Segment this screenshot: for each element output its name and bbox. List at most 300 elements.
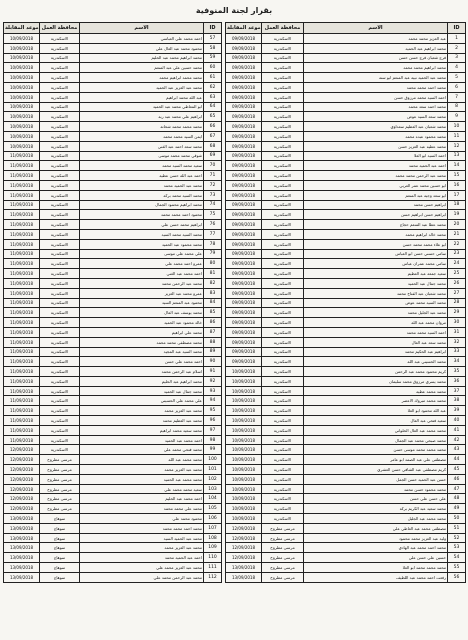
header-governorate: محافظة العمل	[262, 23, 304, 34]
cell-id: 69	[204, 151, 222, 161]
cell-governorate: مرسى مطروح	[40, 484, 80, 494]
cell-date: 13/09/2018	[4, 543, 40, 553]
cell-governorate: الاسكندرية	[262, 249, 304, 259]
cell-date: 11/09/2018	[4, 151, 40, 161]
cell-governorate: الاسكندرية	[262, 465, 304, 475]
cell-date: 11/09/2018	[4, 161, 40, 171]
table-row	[4, 327, 222, 337]
cell-date: 11/09/2018	[4, 376, 40, 386]
cell-name: ابو علاء محمد محمد حسن	[304, 239, 448, 249]
cell-date: 11/09/2018	[4, 259, 40, 269]
cell-name: محمد ابراهيم محمد عبد الحليم	[80, 53, 204, 63]
cell-governorate: الاسكندرية	[262, 161, 304, 171]
table-row	[4, 455, 222, 465]
cell-governorate: الاسكندرية	[262, 514, 304, 524]
cell-name: احمد محمد علي حسن	[80, 357, 204, 367]
table-row	[226, 161, 466, 171]
cell-date: 11/09/2018	[4, 367, 40, 377]
table-row	[4, 484, 222, 494]
cell-governorate: الاسكندرية	[40, 63, 80, 73]
cell-governorate: مرسى مطروح	[262, 563, 304, 573]
cell-governorate: الاسكندرية	[262, 494, 304, 504]
table-row	[4, 533, 222, 543]
cell-id: 47	[448, 484, 466, 494]
cell-name: علي محمد علي موسى	[80, 249, 204, 259]
cell-name: علي حسن علي حسن	[304, 494, 448, 504]
cell-governorate: الاسكندرية	[40, 347, 80, 357]
table-row	[226, 504, 466, 514]
cell-date: 09/09/2018	[226, 239, 262, 249]
cell-name: محمد جمال عبد الحميد	[304, 278, 448, 288]
cell-name: سعيد فتحي عبد العال	[304, 416, 448, 426]
cell-governorate: الاسكندرية	[262, 239, 304, 249]
cell-governorate: الاسكندرية	[40, 180, 80, 190]
cell-name: محمود عبد المنعم السيد	[80, 298, 204, 308]
table-row	[226, 533, 466, 543]
cell-id: 102	[204, 474, 222, 484]
cell-date: 11/09/2018	[4, 171, 40, 181]
table-row	[226, 73, 466, 83]
left-table-header	[4, 23, 222, 34]
cell-governorate: الاسكندرية	[40, 337, 80, 347]
cell-name: محمد محمد عبد العال الحلواني	[304, 425, 448, 435]
cell-date: 09/09/2018	[226, 82, 262, 92]
table-row	[4, 269, 222, 279]
cell-name: سعيد جمعه عبد العظيم	[304, 269, 448, 279]
cell-governorate: الاسكندرية	[262, 484, 304, 494]
table-row	[4, 200, 222, 210]
cell-date: 12/09/2018	[226, 523, 262, 533]
cell-id: 67	[204, 131, 222, 141]
cell-id: 6	[448, 82, 466, 92]
cell-governorate: مرسى مطروح	[262, 523, 304, 533]
cell-name: محمد يوسف عبد العال	[80, 308, 204, 318]
cell-date: 13/09/2018	[4, 533, 40, 543]
cell-governorate: الاسكندرية	[40, 249, 80, 259]
table-row	[226, 269, 466, 279]
cell-governorate: الاسكندرية	[262, 337, 304, 347]
cell-date: 10/09/2018	[226, 455, 262, 465]
cell-name: احمد محمد عبد الحميد	[80, 435, 204, 445]
cell-governorate: الاسكندرية	[262, 455, 304, 465]
cell-date: 11/09/2018	[4, 239, 40, 249]
cell-id: 11	[448, 131, 466, 141]
cell-date: 09/09/2018	[226, 200, 262, 210]
cell-governorate: مرسى مطروح	[262, 543, 304, 553]
cell-name: ابراهيم محمد حسن علي	[80, 220, 204, 230]
cell-date: 11/09/2018	[4, 327, 40, 337]
cell-id: 101	[204, 465, 222, 475]
cell-id: 96	[204, 416, 222, 426]
cell-governorate: الاسكندرية	[40, 367, 80, 377]
table-row	[4, 122, 222, 132]
table-row	[4, 376, 222, 386]
cell-name: محمد عبد العزيز محمد	[80, 406, 204, 416]
cell-id: 86	[204, 318, 222, 328]
table-row	[226, 220, 466, 230]
table-row	[226, 53, 466, 63]
cell-date: 10/09/2018	[4, 73, 40, 83]
table-row	[226, 200, 466, 210]
cell-date: 09/09/2018	[226, 357, 262, 367]
cell-date: 10/09/2018	[4, 122, 40, 132]
cell-name: محمد مصطفى محمد محمد	[80, 337, 204, 347]
cell-governorate: الاسكندرية	[262, 474, 304, 484]
table-row	[226, 190, 466, 200]
cell-name: ابراهيم حسن محمد	[304, 200, 448, 210]
header-governorate: محافظة العمل	[40, 23, 80, 34]
cell-name: شوقي محمد محمد موسى	[80, 151, 204, 161]
cell-governorate: الاسكندرية	[262, 171, 304, 181]
cell-governorate: الاسكندرية	[40, 318, 80, 328]
cell-id: 52	[448, 533, 466, 543]
table-row	[4, 386, 222, 396]
cell-id: 89	[204, 347, 222, 357]
cell-name: محمد سعيد محمد ابراهيم	[80, 425, 204, 435]
table-row	[226, 563, 466, 573]
cell-id: 98	[204, 435, 222, 445]
cell-name: محمد صبحي محمد عبد الجمال	[304, 435, 448, 445]
cell-name: ابو المعاطي محمد عبد الحميد	[80, 102, 204, 112]
cell-id: 79	[204, 249, 222, 259]
cell-id: 72	[204, 180, 222, 190]
table-row	[4, 53, 222, 63]
cell-date: 09/09/2018	[226, 92, 262, 102]
cell-date: 11/09/2018	[4, 308, 40, 318]
cell-id: 60	[204, 63, 222, 73]
cell-id: 48	[448, 494, 466, 504]
cell-name: خالد محمود عبد الحميد	[80, 318, 204, 328]
table-row	[226, 239, 466, 249]
table-row	[226, 396, 466, 406]
cell-date: 10/09/2018	[226, 445, 262, 455]
cell-date: 10/09/2018	[226, 484, 262, 494]
cell-name: محمد احمد محمد محمد	[304, 82, 448, 92]
table-row	[4, 34, 222, 44]
cell-name: محمد محمود عبده محمد	[304, 131, 448, 141]
cell-governorate: سوهاج	[40, 543, 80, 553]
table-row	[226, 259, 466, 269]
cell-date: 09/09/2018	[226, 161, 262, 171]
table-row	[4, 141, 222, 151]
cell-governorate: الاسكندرية	[40, 386, 80, 396]
cell-id: 33	[448, 347, 466, 357]
table-row	[226, 92, 466, 102]
cell-governorate: الاسكندرية	[262, 288, 304, 298]
cell-date: 11/09/2018	[4, 200, 40, 210]
cell-governorate: الاسكندرية	[262, 63, 304, 73]
table-row	[226, 229, 466, 239]
table-row	[226, 131, 466, 141]
table-row	[226, 318, 466, 328]
table-row	[4, 112, 222, 122]
cell-id: 66	[204, 122, 222, 132]
cell-id: 58	[204, 43, 222, 53]
cell-governorate: الاسكندرية	[262, 396, 304, 406]
cell-date: 09/09/2018	[226, 63, 262, 73]
cell-id: 50	[448, 514, 466, 524]
cell-id: 28	[448, 298, 466, 308]
cell-name: سامي محمد عمران عباس	[304, 259, 448, 269]
cell-governorate: الاسكندرية	[262, 318, 304, 328]
cell-governorate: الاسكندرية	[262, 269, 304, 279]
cell-date: 10/09/2018	[226, 376, 262, 386]
table-row	[226, 288, 466, 298]
cell-id: 26	[448, 278, 466, 288]
cell-id: 32	[448, 337, 466, 347]
cell-date: 11/09/2018	[4, 435, 40, 445]
cell-id: 112	[204, 572, 222, 582]
cell-id: 3	[448, 53, 466, 63]
cell-id: 99	[204, 445, 222, 455]
cell-governorate: الاسكندرية	[40, 220, 80, 230]
cell-id: 107	[204, 523, 222, 533]
cell-name: عمرو احمد محمد علي	[80, 259, 204, 269]
cell-name: سعيد محمد السيد محمد	[80, 161, 204, 171]
cell-name: احمد عبد الحميد محمد	[304, 161, 448, 171]
cell-governorate: الاسكندرية	[40, 190, 80, 200]
cell-name: محمد السيد محمد بركه	[80, 190, 204, 200]
cell-date: 09/09/2018	[226, 43, 262, 53]
cell-name: محمد محمد محمد شحاته	[80, 122, 204, 132]
table-row	[4, 259, 222, 269]
cell-id: 105	[204, 504, 222, 514]
cell-governorate: الاسكندرية	[262, 151, 304, 161]
cell-date: 09/09/2018	[226, 298, 262, 308]
cell-id: 110	[204, 553, 222, 563]
cell-date: 09/09/2018	[226, 190, 262, 200]
cell-id: 103	[204, 484, 222, 494]
cell-name: مصطفى محمد عبد العاطي علي	[304, 523, 448, 533]
cell-governorate: الاسكندرية	[40, 141, 80, 151]
cell-governorate: الاسكندرية	[40, 131, 80, 141]
cell-date: 09/09/2018	[226, 288, 262, 298]
cell-governorate: الاسكندرية	[262, 220, 304, 230]
cell-name: محمد شعبان عبد العظيم سعداوي	[304, 122, 448, 132]
cell-id: 83	[204, 288, 222, 298]
cell-id: 10	[448, 122, 466, 132]
cell-name: محمد عبد العظيم محمد	[80, 416, 204, 426]
cell-date: 09/09/2018	[226, 308, 262, 318]
cell-governorate: الاسكندرية	[40, 112, 80, 122]
table-row	[226, 171, 466, 181]
cell-id: 15	[448, 171, 466, 181]
cell-id: 38	[448, 396, 466, 406]
cell-id: 29	[448, 308, 466, 318]
cell-governorate: الاسكندرية	[40, 425, 80, 435]
cell-id: 108	[204, 533, 222, 543]
cell-id: 91	[204, 367, 222, 377]
cell-date: 09/09/2018	[226, 327, 262, 337]
cell-governorate: الاسكندرية	[40, 288, 80, 298]
cell-name: محمد محمد محمد موسى حسن	[304, 445, 448, 455]
cell-name: محمد سعد السيد عوض	[304, 112, 448, 122]
cell-date: 10/09/2018	[4, 102, 40, 112]
cell-date: 10/09/2018	[4, 92, 40, 102]
cell-id: 27	[448, 288, 466, 298]
cell-date: 12/09/2018	[4, 445, 40, 455]
cell-name: محمد محمود عبد الحميد	[80, 239, 204, 249]
cell-date: 12/09/2018	[226, 543, 262, 553]
cell-governorate: الاسكندرية	[40, 43, 80, 53]
cell-id: 39	[448, 406, 466, 416]
cell-date: 09/09/2018	[226, 269, 262, 279]
cell-id: 31	[448, 327, 466, 337]
cell-id: 49	[448, 504, 466, 514]
cell-name: محمد عبد الحميد محمد	[80, 180, 204, 190]
cell-date: 10/09/2018	[4, 112, 40, 122]
table-row	[4, 43, 222, 53]
table-row	[4, 474, 222, 484]
cell-name: محمد عبد الرحمن محمد محمد	[304, 171, 448, 181]
cell-id: 56	[448, 572, 466, 582]
cell-governorate: الاسكندرية	[40, 298, 80, 308]
cell-name: احمد السيد محمد محمد	[304, 327, 448, 337]
cell-governorate: الاسكندرية	[40, 308, 80, 318]
table-row	[226, 425, 466, 435]
cell-governorate: الاسكندرية	[40, 92, 80, 102]
cell-date: 09/09/2018	[226, 34, 262, 44]
cell-name: محمد محمد ابراهيم محمد	[80, 73, 204, 83]
cell-name: محمد علي محمد محمد	[80, 504, 204, 514]
cell-governorate: مرسى مطروح	[262, 553, 304, 563]
table-row	[226, 122, 466, 132]
table-row	[226, 112, 466, 122]
table-row	[226, 357, 466, 367]
cell-governorate: الاسكندرية	[40, 239, 80, 249]
cell-governorate: الاسكندرية	[262, 308, 304, 318]
cell-id: 20	[448, 220, 466, 230]
cell-governorate: الاسكندرية	[40, 82, 80, 92]
header-date: موعد المقابلة	[226, 23, 262, 34]
cell-id: 43	[448, 445, 466, 455]
cell-id: 73	[204, 190, 222, 200]
page-title: بقرار لجنة المنوفية	[195, 6, 273, 15]
cell-name: محمد عبد الرحمن محمد علي	[80, 572, 204, 582]
cell-date: 09/09/2018	[226, 73, 262, 83]
cell-governorate: الاسكندرية	[40, 269, 80, 279]
cell-governorate: الاسكندرية	[262, 53, 304, 63]
table-row	[4, 445, 222, 455]
cell-governorate: سوهاج	[40, 553, 80, 563]
cell-date: 09/09/2018	[226, 347, 262, 357]
cell-name: احمد عبد الله حسن عطيه	[80, 171, 204, 181]
cell-date: 10/09/2018	[4, 34, 40, 44]
cell-name: ابراهيم علي محمد عبد ربه	[80, 112, 204, 122]
cell-date: 10/09/2018	[226, 406, 262, 416]
table-row	[226, 180, 466, 190]
header-id: ID	[448, 23, 466, 34]
cell-date: 11/09/2018	[4, 288, 40, 298]
table-row	[4, 523, 222, 533]
cell-name: احمد السيد ابو العلا	[304, 151, 448, 161]
cell-id: 51	[448, 523, 466, 533]
cell-date: 10/09/2018	[226, 425, 262, 435]
cell-date: 10/09/2018	[4, 82, 40, 92]
cell-governorate: الاسكندرية	[40, 278, 80, 288]
table-row	[226, 445, 466, 455]
cell-date: 13/09/2018	[226, 572, 262, 582]
cell-date: 12/09/2018	[226, 553, 262, 563]
cell-date: 12/09/2018	[226, 533, 262, 543]
cell-id: 95	[204, 406, 222, 416]
table-row	[4, 171, 222, 181]
cell-name: عبد الله محمد ابراهيم	[80, 92, 204, 102]
cell-id: 87	[204, 327, 222, 337]
cell-governorate: الاسكندرية	[262, 357, 304, 367]
cell-governorate: الاسكندرية	[262, 298, 304, 308]
cell-governorate: الاسكندرية	[262, 229, 304, 239]
table-row	[4, 435, 222, 445]
cell-governorate: الاسكندرية	[262, 102, 304, 112]
cell-id: 71	[204, 171, 222, 181]
table-row	[4, 220, 222, 230]
table-row	[4, 102, 222, 112]
cell-id: 76	[204, 220, 222, 230]
cell-governorate: الاسكندرية	[40, 73, 80, 83]
cell-date: 12/09/2018	[4, 484, 40, 494]
table-row	[4, 190, 222, 200]
table-row	[226, 82, 466, 92]
cell-id: 21	[448, 229, 466, 239]
cell-governorate: الاسكندرية	[262, 386, 304, 396]
cell-governorate: الاسكندرية	[40, 122, 80, 132]
table-row	[4, 553, 222, 563]
table-row	[226, 406, 466, 416]
cell-name: محمد عبد العزيز محمد علي	[80, 563, 204, 573]
cell-governorate: الاسكندرية	[40, 34, 80, 44]
cell-name: محمد احمد محمد محمد	[80, 523, 204, 533]
table-row	[226, 465, 466, 475]
table-row	[226, 455, 466, 465]
cell-id: 92	[204, 376, 222, 386]
cell-name: محمد السيد محمد عوض	[304, 298, 448, 308]
cell-governorate: الاسكندرية	[262, 34, 304, 44]
cell-date: 10/09/2018	[226, 494, 262, 504]
cell-id: 2	[448, 43, 466, 53]
table-row	[4, 465, 222, 475]
cell-governorate: الاسكندرية	[262, 376, 304, 386]
cell-governorate: مرسى مطروح	[40, 474, 80, 484]
cell-name: محمد جمال عبد الحميد	[80, 386, 204, 396]
cell-name: عبد العزيز محمد محمد	[304, 34, 448, 44]
cell-governorate: الاسكندرية	[262, 367, 304, 377]
cell-governorate: الاسكندرية	[40, 200, 80, 210]
table-row	[226, 543, 466, 553]
cell-name: محمود محمد علي	[80, 514, 204, 524]
cell-governorate: الاسكندرية	[40, 376, 80, 386]
table-row	[4, 229, 222, 239]
cell-date: 09/09/2018	[226, 229, 262, 239]
cell-governorate: الاسكندرية	[262, 43, 304, 53]
cell-governorate: الاسكندرية	[40, 102, 80, 112]
cell-name: محمد عبد الجليل محمد	[304, 308, 448, 318]
table-row	[4, 572, 222, 582]
cell-name: احمد عبد الحميد محمد	[80, 553, 204, 563]
cell-name: سعيد محمد محمد علي	[80, 484, 204, 494]
cell-id: 34	[448, 357, 466, 367]
cell-date: 09/09/2018	[226, 102, 262, 112]
cell-date: 11/09/2018	[4, 190, 40, 200]
cell-id: 44	[448, 455, 466, 465]
table-row	[226, 416, 466, 426]
cell-id: 77	[204, 229, 222, 239]
table-row	[4, 180, 222, 190]
cell-governorate: الاسكندرية	[40, 53, 80, 63]
cell-id: 5	[448, 73, 466, 83]
cell-date: 09/09/2018	[226, 141, 262, 151]
cell-name: محمد ابراهيم محمود الجمال	[80, 200, 204, 210]
